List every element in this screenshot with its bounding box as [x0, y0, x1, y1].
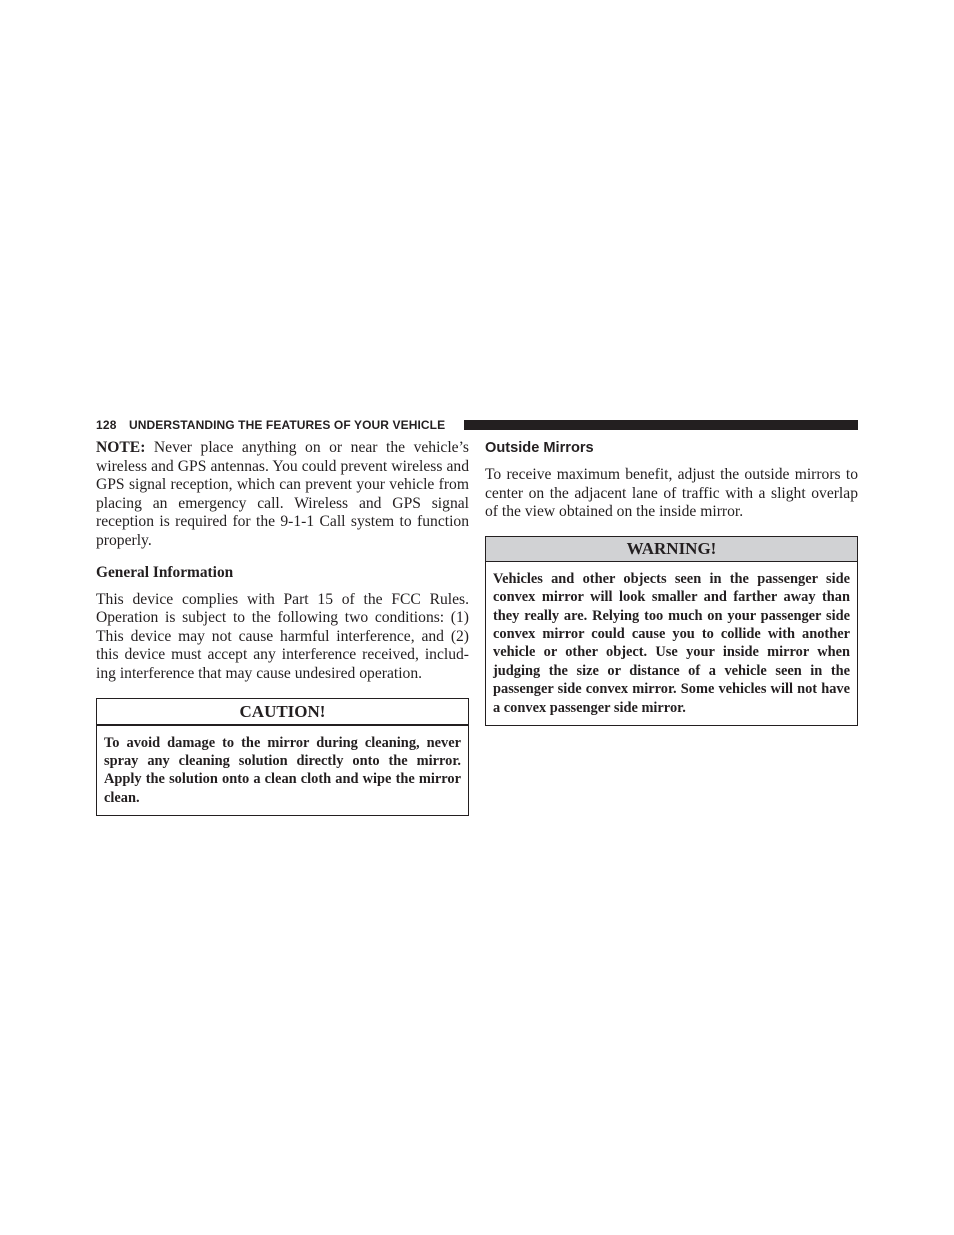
caution-text: To avoid damage to the mirror during cleaning, never spray any cleaning solution directly onto the mirror. Apply the solution onto a clean cloth and wipe the mirror clean. — [104, 734, 461, 806]
note-paragraph — [96, 439, 469, 551]
general-information-paragraph: This device complies with Part 15 of the FCC Rules. Operation is subject to the following two conditions: (1) This device may not cause harmful interference, and (2) this device must accept any interference received, includ-ing interference that may cause undesired operation. — [96, 590, 469, 682]
note-text: Never place anything on or near the vehicle’s wireless and GPS antennas. You could prevent wireless and GPS signal reception, which can prevent your vehicle from placing an emergency call. Wireless and GPS signal reception is required for the 9-1-1 Call system to function properly. — [96, 439, 469, 549]
caution-title: CAUTION! — [97, 699, 468, 726]
outside-mirrors-paragraph: To receive maximum benefit, adjust the outside mirrors to center on the adjacent lane of traffic with a slight overlap of the view obtained on the inside mirror. — [485, 466, 858, 521]
section-title: UNDERSTANDING THE FEATURES OF YOUR VEHICLE — [129, 418, 446, 432]
outside-mirrors-heading: Outside Mirrors — [485, 440, 594, 456]
page-number: 128 — [96, 418, 117, 432]
caution-box — [96, 698, 469, 817]
note-label: NOTE: — [96, 439, 146, 456]
warning-box — [485, 536, 858, 726]
left-column — [96, 437, 469, 816]
page-header — [96, 415, 858, 435]
warning-text: Vehicles and other objects seen in the passenger side convex mirror will look smaller and farther away than they really are. Relying too much on your passenger side convex mirror could cause you to collide with another vehicle or other object. Use your inside mirror when judging the size or distance of a vehicle seen in the passenger side convex mirror. Some vehicles will not have a convex passenger side mirror. — [493, 570, 850, 716]
right-column — [485, 437, 858, 726]
general-information-heading: General Information — [96, 563, 234, 581]
warning-title: WARNING! — [486, 537, 857, 562]
header-bar — [464, 420, 858, 430]
